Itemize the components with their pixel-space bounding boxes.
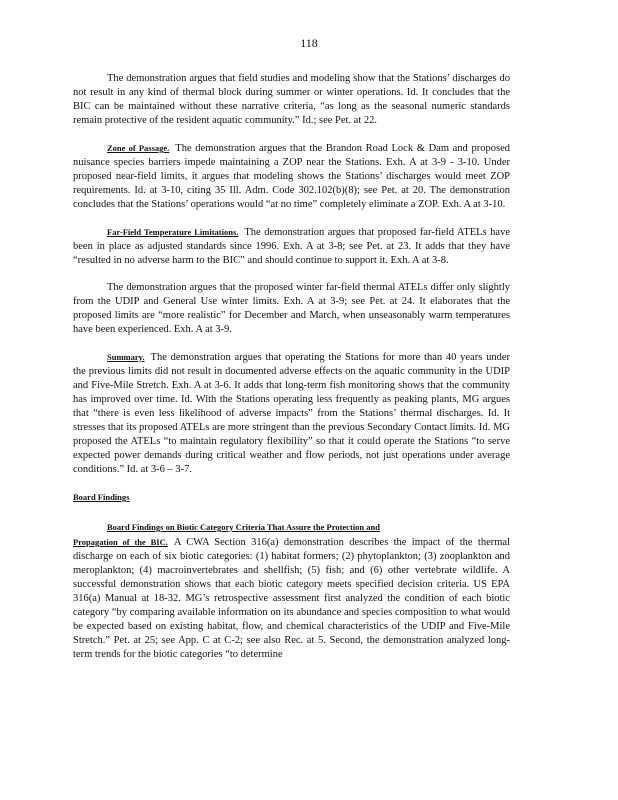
section-title-board-findings: Board Findings bbox=[73, 492, 130, 502]
text-zone-of-passage: The demonstration argues that the Brandon Road Lock & Dam and proposed nuisance species barriers impede maintaining a ZOP near the Stations. Exh. A at 3-9 - 3-10. Under proposed near-field limits, it argues that modeling shows the Stations’ discharges would meet ZOP requirements. Id. at 3-10, citing 35 Ill. Adm. Code 302.102(b)(8); see Pet. at 20. The demonstration concludes that the Stations’ operations would “at no time” completely eliminate a ZOP. Exh. A at 3-10. bbox=[73, 143, 510, 210]
paragraph-biotic-category bbox=[73, 520, 510, 662]
text-summary: The demonstration argues that operating the Stations for more than 40 years under the previous limits did not result in documented adverse effects on the aquatic community in the UDIP and Five-Mile Stretch. Exh. A at 3-6. It adds that long-term fish monitoring shows that the community has improved over time. Id. With the Stations operating less frequently as peaking plants, MG argues that “there is even less likelihood of adverse impacts” from the Stations’ thermal discharges. Id. It stresses that its proposed ATELs are more stringent than the previous Secondary Contact limits. Id. MG proposed the ATELs “to maintain regulatory flexibility” so that it could operate the Stations “to serve expected power demands during critical weather and flow periods, not just operations under average conditions.” Id. at 3-6 – 3-7. bbox=[73, 352, 510, 475]
paragraph-summary bbox=[73, 350, 510, 477]
paragraph-far-field-limits bbox=[73, 225, 510, 268]
heading-summary: Summary. bbox=[107, 352, 145, 362]
paragraph-thermal-block: The demonstration argues that field studies and modeling show that the Stations’ discharges do not result in any kind of thermal block during summer or winter operations. Id. It concludes that the BIC can be maintained without these narrative criteria, “as long as the seasonal numeric standards remain protective of the resident aquatic community.” Id.; see Pet. at 22. bbox=[73, 73, 510, 126]
paragraph-zone-of-passage bbox=[73, 141, 510, 212]
page-number: 118 bbox=[300, 36, 318, 50]
heading-zone-of-passage: Zone of Passage. bbox=[107, 143, 170, 153]
page-body bbox=[73, 72, 510, 675]
text-biotic-category: A CWA Section 316(a) demonstration describes the impact of the thermal discharge on each of six biotic categories: (1) habitat formers; (2) phytoplankton; (3) zooplankton and meroplankton; (4) macroinvertebrates and shellfish; (5) fish; and (6) other vertebrate wildlife. A successful demonstration shows that each biotic category meets specified decision criteria. US EPA 316(a) Manual at 18-32. MG’s retrospective assessment first analyzed the condition of each biotic category “by comparing available information on its abundance and species composition to what would be expected based on existing habitat, flow, and chemical characteristics of the UDIP and Five-Mile Stretch.” Pet. at 25; see App. C at C-2; see also Rec. at 5. Second, the demonstration analyzed long-term trends for the biotic categories “to determine bbox=[73, 537, 510, 660]
subheading-biotic-category-continued: Propagation of the BIC. bbox=[73, 537, 168, 547]
subheading-biotic-category: Board Findings on Biotic Category Criteria That Assure the Protection and bbox=[107, 522, 380, 532]
text-far-field-limits: The demonstration argues that proposed far-field ATELs have been in place as adjusted standards since 1996. Exh. A at 3-8; see Pet. at 23. It adds that they have “resulted in no adverse harm to the BIC” and should continue to support it. Exh. A at 3-8. bbox=[73, 227, 510, 266]
heading-far-field-limits: Far-Field Temperature Limitations. bbox=[107, 227, 239, 237]
paragraph-winter-atels: The demonstration argues that the proposed winter far-field thermal ATELs differ only slightly from the UDIP and General Use winter limits. Exh. A at 3-9; see Pet. at 24. It elaborates that the proposed limits are “more realistic” for December and March, when unseasonably warm temperatures have been experienced. Exh. A at 3-9. bbox=[73, 282, 510, 335]
